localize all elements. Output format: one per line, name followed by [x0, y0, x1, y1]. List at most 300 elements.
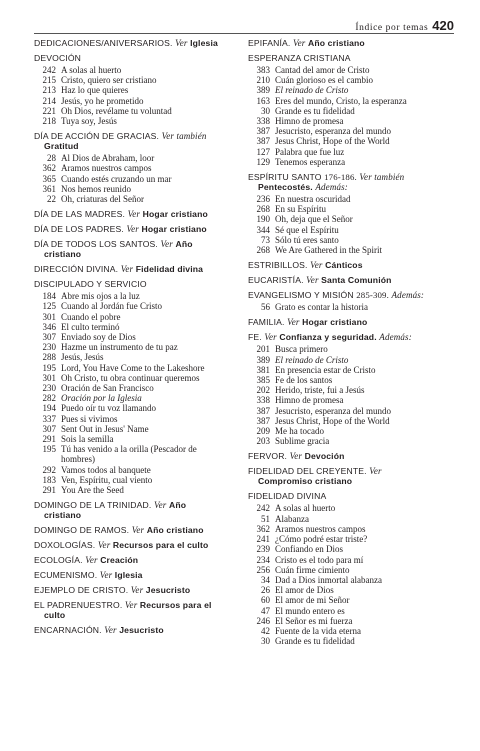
hymn-title: Oh Cristo, tu obra continuar queremos	[61, 372, 200, 383]
index-entry	[248, 38, 458, 48]
hymn-title: Confiando en Dios	[275, 544, 343, 555]
hymn-title: Fe de los santos	[275, 375, 333, 386]
hymn-row	[34, 116, 238, 126]
hymn-title: En presencia estar de Cristo	[275, 364, 376, 375]
hymn-number: 234	[256, 554, 270, 565]
hymn-title: Jesus Christ, Hope of the World	[275, 415, 390, 426]
hymn-row	[248, 385, 458, 395]
hymn-row	[34, 174, 238, 184]
hymn-number: 337	[42, 413, 56, 424]
hymn-number: 301	[42, 372, 56, 383]
hymn-number: 338	[256, 395, 270, 406]
entry-heading	[34, 555, 238, 565]
index-entry	[248, 275, 458, 285]
entry-heading	[248, 275, 458, 285]
entry-heading	[34, 279, 238, 289]
index-entry	[34, 239, 238, 259]
hymn-number: 51	[261, 513, 270, 524]
hymn-title: Ven, Espíritu, cual viento	[61, 474, 153, 485]
hymn-row	[34, 106, 238, 116]
entry-title: EJEMPLO DE CRISTO.	[34, 585, 129, 596]
hymn-title: Herido, triste, fui a Jesús	[275, 385, 365, 396]
hymn-row	[34, 194, 238, 204]
hymn-number: 346	[42, 321, 56, 332]
hymn-row	[248, 147, 458, 157]
entry-heading	[248, 317, 458, 327]
entry-title: DEDICACIONES/ANIVERSARIOS.	[34, 38, 173, 48]
hymn-row	[248, 214, 458, 224]
hymn-title: ¿Cómo podré estar triste?	[275, 534, 368, 545]
hymn-row	[248, 514, 458, 524]
hymn-row	[248, 96, 458, 106]
entry-heading	[34, 239, 238, 259]
hymn-title: Pues si vivimos	[61, 413, 118, 424]
hymn-number: 184	[42, 291, 56, 302]
hymn-list	[248, 503, 458, 646]
entry-title: ECUMENISMO.	[34, 570, 98, 581]
see-label: Ver	[369, 466, 382, 477]
hymn-title: El amor de mi Señor	[275, 595, 350, 606]
hymn-list	[248, 344, 458, 446]
hymn-title: El reinado de Cristo	[275, 354, 349, 365]
entry-title: DOXOLOGÍAS.	[34, 540, 96, 551]
hymn-row	[34, 75, 238, 85]
entry-title: EVANGELISMO Y MISIÓN	[248, 290, 354, 301]
cross-reference: Creación	[100, 555, 139, 566]
hymn-title: Oración por la Iglesia	[61, 393, 142, 404]
hymn-row	[34, 454, 238, 464]
entry-title: ENCARNACIÓN.	[34, 625, 102, 636]
hymn-title: Sé que el Espíritu	[275, 224, 339, 235]
hymn-number: 242	[42, 65, 56, 75]
hymn-title: Aramos nuestros campos	[275, 523, 366, 534]
hymn-title: Al Dios de Abraham, loor	[61, 153, 155, 164]
entry-title: ECOLOGÍA.	[34, 555, 83, 566]
hymn-number: 215	[42, 75, 56, 86]
hymn-title: Haz lo que quieres	[61, 85, 129, 96]
hymn-number: 56	[261, 302, 270, 313]
entry-heading	[34, 540, 238, 550]
index-entry	[248, 317, 458, 327]
cross-reference: Recursos para el	[139, 600, 212, 611]
hymn-row	[248, 365, 458, 375]
also-label: Además:	[315, 182, 348, 193]
entry-heading	[248, 172, 458, 192]
also-label: Además:	[391, 290, 425, 301]
hymn-row	[248, 245, 458, 255]
see-label: Ver	[153, 500, 167, 511]
hymn-number: 190	[256, 214, 270, 225]
hymn-title: We Are Gathered in the Spirit	[275, 245, 382, 256]
entry-title: DÍA DE LOS PADRES.	[34, 224, 124, 235]
hymn-number: 209	[256, 426, 270, 437]
hymn-number: 365	[42, 173, 56, 184]
hymn-row	[248, 75, 458, 85]
entry-heading	[34, 38, 238, 48]
entry-title: ESPERANZA CRISTIANA	[248, 53, 351, 63]
heading-continuation	[34, 141, 238, 151]
hymn-title: Sent Out in Jesus' Name	[61, 423, 149, 434]
hymn-number: 30	[261, 105, 270, 116]
hymn-number: 42	[261, 625, 270, 636]
see-label: Ver	[124, 600, 138, 611]
entry-title: FE.	[248, 332, 262, 343]
see-label: Ver	[85, 555, 98, 566]
hymn-title: Eres del mundo, Cristo, la esperanza	[275, 95, 407, 106]
heading-continuation	[248, 476, 458, 486]
hymn-number: 242	[256, 503, 270, 514]
hymn-number: 282	[42, 393, 56, 404]
hymn-number: 30	[261, 636, 270, 647]
hymn-row	[248, 503, 458, 513]
hymn-title: Grande es tu fidelidad	[275, 105, 355, 116]
hymn-title: Oh, criaturas del Señor	[61, 194, 144, 205]
index-entry	[34, 224, 238, 234]
entry-title: EL PADRENUESTRO.	[34, 600, 123, 611]
hymn-row	[34, 65, 238, 75]
see-label: Ver también	[161, 131, 207, 142]
right-column	[248, 38, 458, 651]
see-label: Ver	[289, 451, 303, 462]
entry-title: DÍA DE TODOS LOS SANTOS.	[34, 239, 158, 250]
hymn-title: En su Espíritu	[275, 204, 326, 215]
hymn-number: 129	[256, 156, 270, 167]
hymn-title: Cristo es el todo para mí	[275, 554, 364, 565]
hymn-row	[34, 383, 238, 393]
hymn-number: 387	[256, 405, 270, 416]
cross-reference: Hogar cristiano	[142, 209, 208, 220]
hymn-row	[248, 375, 458, 385]
hymn-title: You Are the Seed	[61, 485, 124, 496]
see-label: Ver	[130, 585, 144, 596]
hymn-row	[34, 312, 238, 322]
entry-heading	[248, 451, 458, 461]
hymn-row	[34, 414, 238, 424]
hymn-row	[248, 344, 458, 354]
hymn-title: Sois la semilla	[61, 434, 114, 445]
see-label: Ver	[104, 625, 117, 636]
cross-reference: cristiano	[44, 249, 82, 260]
cross-reference: Año cristiano	[307, 38, 365, 48]
hymn-title: Jesus Christ, Hope of the World	[275, 136, 390, 147]
cross-reference: Recursos para el culto	[112, 540, 209, 551]
hymn-title: Grande es tu fidelidad	[275, 636, 355, 647]
also-label: Además:	[379, 332, 412, 343]
cross-reference: Devoción	[304, 451, 345, 462]
hymn-number: 28	[47, 153, 56, 164]
hymn-row	[34, 352, 238, 362]
see-label: Ver también	[359, 172, 405, 183]
hymn-row	[34, 332, 238, 342]
cross-reference: Jesucristo	[145, 585, 191, 596]
hymn-row	[248, 395, 458, 405]
hymn-row	[34, 393, 238, 403]
entry-heading	[248, 491, 458, 501]
hymn-number: 202	[256, 385, 270, 396]
hymn-list	[34, 291, 238, 495]
left-column	[34, 38, 238, 640]
hymn-title: Enviado soy de Dios	[61, 332, 136, 343]
hymn-row	[248, 65, 458, 75]
hymn-title: Jesucristo, esperanza del mundo	[275, 405, 391, 416]
hymn-number: 201	[256, 344, 270, 355]
hymn-number: 268	[256, 245, 270, 256]
heading-continuation	[34, 510, 238, 520]
entry-title: FIDELIDAD DEL CREYENTE.	[248, 466, 367, 477]
see-label: Ver	[97, 540, 111, 551]
entry-heading	[248, 260, 458, 270]
hymn-title: Cantad del amor de Cristo	[275, 65, 370, 75]
hymn-number: 218	[42, 116, 56, 127]
entry-heading	[34, 625, 238, 635]
hymn-title: El amor de Dios	[275, 585, 334, 596]
hymn-title: Cuán glorioso es el cambio	[275, 75, 373, 86]
entry-heading	[34, 264, 238, 274]
hymn-title: El Señor es mi fuerza	[275, 615, 353, 626]
hymn-title: Palabra que fue luz	[275, 146, 345, 157]
header-rule	[34, 33, 454, 34]
hymn-number: 362	[256, 523, 270, 534]
hymn-row	[248, 534, 458, 544]
index-entry	[34, 600, 238, 620]
see-label: Ver	[120, 264, 134, 275]
hymn-number: 195	[42, 444, 56, 455]
hymn-number: 385	[256, 375, 270, 386]
hymn-row	[34, 485, 238, 495]
hymn-title: Nos hemos reunido	[61, 183, 131, 194]
hymn-title: A solas al huerto	[61, 65, 122, 75]
hymn-title: Oración de San Francisco	[61, 383, 154, 394]
hymn-row	[248, 565, 458, 575]
hymn-title: Sublime gracia	[275, 436, 330, 447]
hymn-number: 125	[42, 301, 56, 312]
hymn-row	[248, 406, 458, 416]
entry-title: ESPÍRITU SANTO	[248, 172, 322, 183]
hymn-title: Aramos nuestros campos	[61, 163, 152, 174]
entry-title: DEVOCIÓN	[34, 53, 82, 63]
cross-reference: Compromiso cristiano	[258, 476, 353, 487]
entry-title: DÍA DE ACCIÓN DE GRACIAS.	[34, 131, 160, 142]
hymn-row	[34, 342, 238, 352]
hymn-number: 60	[261, 595, 270, 606]
hymn-number: 214	[42, 95, 56, 106]
see-label: Ver	[99, 570, 113, 581]
hymn-row	[248, 225, 458, 235]
hymn-number: 127	[256, 146, 270, 157]
cross-reference: Iglesia	[114, 570, 143, 581]
see-label: Ver	[264, 332, 277, 343]
entry-heading	[34, 53, 238, 63]
hymn-number: 183	[42, 474, 56, 485]
see-label: Ver	[306, 275, 319, 286]
hymn-row	[248, 126, 458, 136]
hymn-row	[248, 626, 458, 636]
see-label: Ver	[160, 239, 173, 250]
entry-title: DOMINGO DE LA TRINIDAD.	[34, 500, 152, 511]
hymn-row	[34, 322, 238, 332]
cross-reference: Pentecostés.	[258, 182, 313, 193]
hymn-number: 256	[256, 564, 270, 575]
see-label: Ver	[127, 209, 141, 220]
hymn-title: En nuestra oscuridad	[275, 194, 351, 205]
hymn-row	[34, 373, 238, 383]
hymn-title: Tuya soy, Jesús	[61, 116, 117, 127]
index-entry	[248, 260, 458, 270]
entry-heading	[34, 600, 238, 620]
index-entry	[34, 625, 238, 635]
heading-continuation	[34, 249, 238, 259]
heading-continuation	[34, 610, 238, 620]
hymn-row	[248, 416, 458, 426]
hymn-title: Grato es contar la historia	[275, 302, 368, 313]
index-entry	[248, 451, 458, 461]
cross-reference: Cánticos	[325, 260, 363, 271]
hymn-row	[248, 595, 458, 605]
heading-continuation	[248, 182, 458, 192]
entry-title: FAMILIA.	[248, 317, 285, 328]
entry-heading	[248, 332, 458, 342]
hymn-number: 362	[42, 163, 56, 174]
hymn-title: Cuando al Jordán fue Cristo	[61, 301, 162, 312]
hymn-row	[248, 555, 458, 565]
entry-title: ESTRIBILLOS.	[248, 260, 308, 271]
hymn-number: 387	[256, 136, 270, 147]
index-entry	[34, 570, 238, 580]
entry-heading	[34, 224, 238, 234]
hymn-title: Tú has venido a la orilla (Pescador de	[61, 444, 197, 455]
hymn-number: 344	[256, 224, 270, 235]
index-entry	[34, 131, 238, 204]
hymn-number: 195	[42, 362, 56, 373]
hymn-row	[34, 301, 238, 311]
entry-heading	[248, 290, 458, 300]
hymn-row	[248, 136, 458, 146]
index-entry	[34, 540, 238, 550]
index-entry	[248, 466, 458, 486]
see-label: Ver	[126, 224, 139, 235]
see-label: Ver	[287, 317, 300, 328]
hymn-title: Cuando el pobre	[61, 311, 121, 322]
hymn-row	[248, 355, 458, 365]
entry-title: DOMINGO DE RAMOS.	[34, 525, 130, 536]
page-header	[355, 18, 454, 33]
hymn-number: 338	[256, 116, 270, 127]
hymn-number: 230	[42, 342, 56, 353]
hymn-title: Me ha tocado	[275, 426, 324, 437]
index-entry	[34, 585, 238, 595]
hymn-row	[248, 106, 458, 116]
hymn-number: 292	[42, 464, 56, 475]
index-entry	[248, 332, 458, 446]
hymn-number: 383	[256, 65, 270, 75]
hymn-row	[248, 85, 458, 95]
hymn-number: 213	[42, 85, 56, 96]
hymn-title: Cuando estés cruzando un mar	[61, 173, 172, 184]
hymn-row	[34, 403, 238, 413]
see-label: Ver	[310, 260, 323, 271]
hymn-row	[34, 291, 238, 301]
hymn-number: 361	[42, 183, 56, 194]
hymn-row	[248, 204, 458, 214]
cross-reference: Confianza y seguridad.	[279, 332, 377, 343]
cross-reference: cristiano	[44, 510, 82, 521]
hymn-number: 307	[42, 423, 56, 434]
hymn-number: 241	[256, 534, 270, 545]
hymn-number: 288	[42, 352, 56, 363]
hymn-row	[248, 636, 458, 646]
hymn-row	[248, 585, 458, 595]
hymn-title: Himno de promesa	[275, 395, 344, 406]
hymn-list	[248, 65, 458, 167]
hymn-title: Lord, You Have Come to the Lakeshore	[61, 362, 205, 373]
hymn-row	[248, 235, 458, 245]
cross-reference: Hogar cristiano	[141, 224, 207, 235]
hymn-title: Dad a Dios inmortal alabanza	[275, 574, 382, 585]
cross-reference: Santa Comunión	[321, 275, 392, 286]
hymn-title: Fuente de la vida eterna	[275, 625, 361, 636]
cross-reference: Fidelidad divina	[135, 264, 204, 275]
hymn-title: Jesús, Jesús	[61, 352, 104, 363]
hymn-row	[34, 424, 238, 434]
hymn-title: Oh, deja que el Señor	[275, 214, 353, 225]
hymn-title: Tenemos esperanza	[275, 156, 346, 167]
hymn-row	[248, 302, 458, 312]
hymn-number: 47	[261, 605, 270, 616]
hymn-row	[34, 96, 238, 106]
entry-title: FERVOR.	[248, 451, 288, 462]
entry-heading	[248, 38, 458, 48]
hymn-number: 246	[256, 615, 270, 626]
entry-title: FIDELIDAD DIVINA	[248, 491, 327, 502]
see-label: Ver	[175, 38, 188, 48]
entry-title: EPIFANÍA.	[248, 38, 291, 48]
index-entry	[34, 38, 238, 48]
hymn-row	[248, 524, 458, 534]
hymn-row	[248, 436, 458, 446]
hymn-title: Cristo, quiero ser cristiano	[61, 75, 157, 86]
hymn-row	[34, 475, 238, 485]
hymn-title: Jesús, yo he prometido	[61, 95, 144, 106]
hymn-title: Sólo tú eres santo	[275, 234, 339, 245]
entry-heading	[34, 570, 238, 580]
entry-title: DIRECCIÓN DIVINA.	[34, 264, 119, 275]
cross-reference: culto	[44, 610, 66, 621]
hymn-row	[248, 194, 458, 204]
index-entry	[34, 525, 238, 535]
entry-title: EUCARISTÍA.	[248, 275, 304, 286]
hymn-range: 176-186.	[324, 172, 357, 183]
hymn-number: 307	[42, 332, 56, 343]
hymn-row	[34, 434, 238, 444]
index-entry	[248, 491, 458, 646]
hymn-number	[34, 454, 56, 464]
hymn-number: 381	[256, 364, 270, 375]
see-label: Ver	[131, 525, 145, 536]
hymn-number: 194	[42, 403, 56, 414]
hymn-row	[248, 426, 458, 436]
hymn-number: 163	[256, 95, 270, 106]
hymn-range: 285-309.	[356, 290, 389, 301]
hymn-row	[248, 157, 458, 167]
hymn-number: 203	[256, 436, 270, 447]
entry-heading	[34, 585, 238, 595]
entry-heading	[34, 525, 238, 535]
hymn-title: hombres)	[61, 454, 95, 465]
hymn-title: Himno de promesa	[275, 116, 344, 127]
index-entry	[34, 279, 238, 495]
hymn-number: 239	[256, 544, 270, 555]
entry-heading	[248, 466, 458, 486]
